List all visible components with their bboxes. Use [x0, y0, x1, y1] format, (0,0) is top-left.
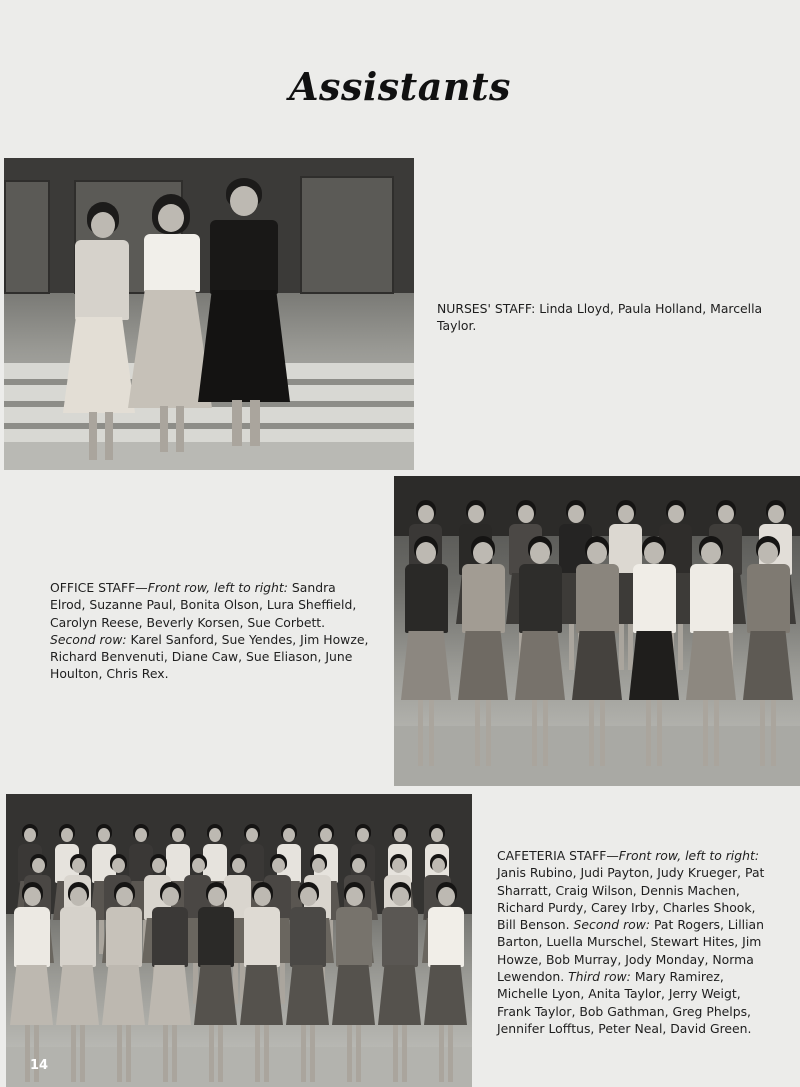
nurses-staff-label: NURSES' STAFF: [437, 301, 536, 316]
office-front-row-names: Sandra Elrod, Suzanne Paul, Bonita Olson, Lura Sheffield, Carolyn Reese, Beverly Korsen, Sue Corbett. [50, 580, 357, 630]
cafeteria-front-row-label: Front row, left to right: [618, 848, 760, 863]
office-staff-caption [50, 579, 372, 683]
person-figure [569, 536, 625, 766]
cafeteria-staff-caption [497, 847, 777, 1037]
cafeteria-front-row-names: Janis Rubino, Judi Payton, Judy Krueger, Pat Sharratt, Craig Wilson, Dennis Machen, Richard Purdy, Carey Irby, Charles Shook, Bill Benson. [497, 865, 765, 933]
person-figure [192, 882, 240, 1082]
page-title: Assistants [289, 64, 511, 109]
nurses-staff-names: Linda Lloyd, Paula Holland, Marcella Taylor. [437, 301, 763, 334]
cafeteria-third-row-label: Third row: [568, 969, 631, 985]
person-figure [683, 536, 739, 766]
nurses-staff-photo [4, 158, 414, 470]
cafeteria-staff-label: CAFETERIA STAFF— [497, 848, 619, 863]
person-figure [100, 882, 148, 1082]
person-figure [740, 536, 796, 766]
office-staff-photo [394, 476, 800, 786]
person-figure [8, 882, 56, 1082]
cafeteria-third-row-names: Mary Ramirez, Michelle Lyon, Anita Taylor, Jerry Weigt, Frank Taylor, Bob Gathman, Greg Phelps, Jennifer Lofftus, Peter Neal, David Green. [497, 969, 752, 1036]
cafeteria-second-row-names: Pat Rogers, Lillian Barton, Luella Murschel, Stewart Hites, Jim Howze, Bob Murray, Jody Monday, Norma Lewendon. [497, 917, 764, 985]
office-second-row-label: Second row: [50, 631, 127, 647]
person-figure [238, 882, 286, 1082]
person-figure [398, 536, 454, 766]
page-number: 14 [30, 1058, 49, 1073]
cafeteria-staff-photo [6, 794, 472, 1087]
person-figure [376, 882, 424, 1082]
person-figure [54, 882, 102, 1082]
nurses-staff-caption [437, 300, 769, 335]
person-figure [284, 882, 332, 1082]
person-figure [330, 882, 378, 1082]
office-front-row-label: Front row, left to right: [147, 580, 288, 595]
cafeteria-second-row-label: Second row: [573, 917, 651, 933]
person-figure [422, 882, 470, 1082]
person-figure [512, 536, 568, 766]
person-figure [626, 536, 682, 766]
person-figure [455, 536, 511, 766]
office-second-row-names: Karel Sanford, Sue Yendes, Jim Howze, Richard Benvenuti, Diane Caw, Sue Eliason, June Houlton, Chris Rex. [50, 631, 369, 682]
person-figure [146, 882, 194, 1082]
office-staff-label: OFFICE STAFF— [50, 580, 148, 595]
